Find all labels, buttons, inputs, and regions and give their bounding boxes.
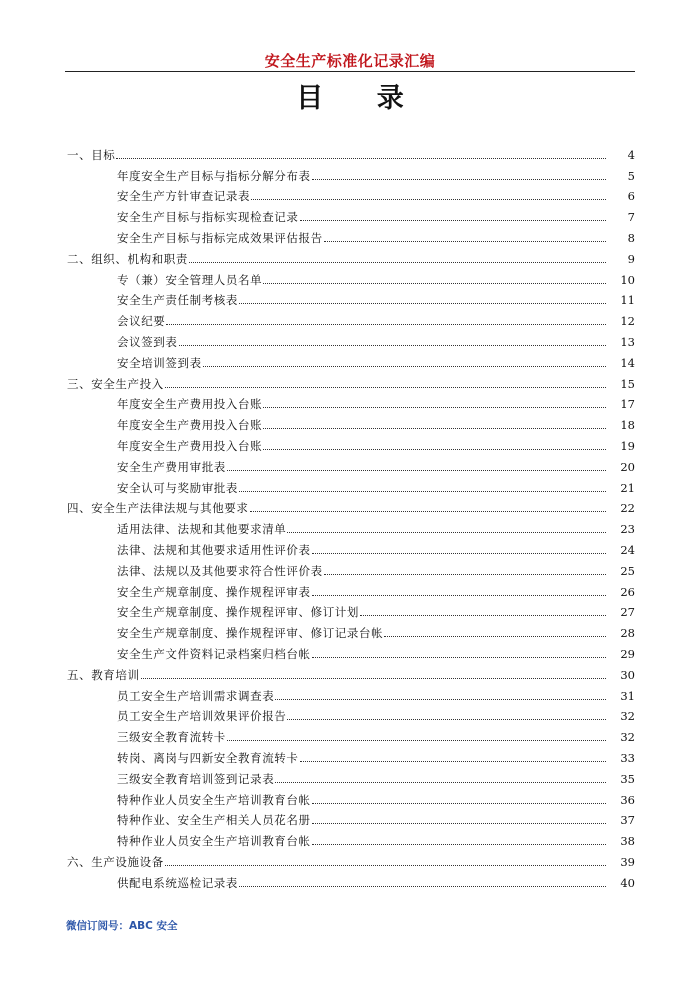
toc-entry-label: 安全生产目标与指标完成效果评估报告 [117,230,323,245]
toc-subsection-entry[interactable] [0,808,700,829]
toc-subsection-entry[interactable] [0,704,700,725]
toc-entry-page-number: 5 [627,168,635,183]
toc-entry-label: 安全生产文件资料记录档案归档台帐 [117,646,311,661]
toc-entry-label: 年度安全生产费用投入台账 [117,418,263,433]
toc-entry-label: 年度安全生产目标与指标分解分布表 [117,168,311,183]
toc-entry-page-number: 24 [620,542,635,557]
toc-dot-leader [116,158,606,159]
toc-entry-page-number: 39 [620,854,635,869]
toc-entry-label: 法律、法规以及其他要求符合性评价表 [117,563,323,578]
toc-entry-label: 供配电系统巡检记录表 [117,875,238,890]
toc-entry-page-number: 21 [620,480,635,495]
toc-subsection-entry[interactable] [0,267,700,288]
header-divider [65,71,635,72]
toc-entry-page-number: 6 [627,189,635,204]
toc-entry-label: 安全培训签到表 [117,355,202,370]
toc-entry-label: 法律、法规和其他要求适用性评价表 [117,542,311,557]
toc-entry-page-number: 11 [620,293,635,308]
toc-entry-label: 员工安全生产培训效果评价报告 [117,709,287,724]
toc-entry-page-number: 27 [620,605,635,620]
toc-entry-page-number: 38 [620,834,635,849]
toc-entry-label: 特种作业人员安全生产培训教育台帐 [117,792,311,807]
toc-dot-leader [251,199,606,200]
toc-subsection-entry[interactable] [0,204,700,225]
toc-subsection-entry[interactable] [0,329,700,350]
toc-section-entry[interactable] [0,371,700,392]
toc-dot-leader [239,886,606,887]
toc-section-entry[interactable] [0,142,700,163]
toc-dot-leader [300,220,607,221]
table-of-contents [0,142,700,891]
toc-entry-page-number: 7 [627,210,635,225]
toc-dot-leader [141,678,606,679]
toc-dot-leader [324,241,606,242]
toc-entry-label: 三级安全教育流转卡 [117,730,226,745]
toc-entry-page-number: 12 [620,314,635,329]
toc-section-entry[interactable] [0,849,700,870]
toc-entry-page-number: 4 [627,147,635,162]
toc-dot-leader [360,615,606,616]
toc-subsection-entry[interactable] [0,184,700,205]
toc-dot-leader [312,844,606,845]
toc-dot-leader [239,303,606,304]
toc-entry-label: 员工安全生产培训需求调查表 [117,688,275,703]
toc-entry-label: 年度安全生产费用投入台账 [117,397,263,412]
toc-entry-label: 特种作业人员安全生产培训教育台帐 [117,834,311,849]
toc-entry-page-number: 8 [627,230,635,245]
toc-entry-label: 六、生产设施设备 [67,854,164,869]
toc-dot-leader [239,491,606,492]
toc-entry-page-number: 28 [620,626,635,641]
toc-dot-leader [312,595,606,596]
toc-dot-leader [324,574,606,575]
toc-dot-leader [287,532,606,533]
toc-dot-leader [227,470,606,471]
header-title: 安全生产标准化记录汇编 [264,52,436,70]
toc-subsection-entry[interactable] [0,558,700,579]
toc-subsection-entry[interactable] [0,537,700,558]
toc-dot-leader [263,407,606,408]
toc-entry-label: 转岗、离岗与四新安全教育流转卡 [117,750,299,765]
toc-entry-page-number: 29 [620,646,635,661]
toc-dot-leader [275,782,606,783]
toc-entry-page-number: 17 [620,397,635,412]
toc-subsection-entry[interactable] [0,475,700,496]
toc-section-entry[interactable] [0,496,700,517]
toc-dot-leader [312,657,606,658]
toc-entry-page-number: 32 [620,709,635,724]
toc-entry-label: 适用法律、法规和其他要求清单 [117,522,287,537]
toc-dot-leader [227,740,606,741]
toc-subsection-entry[interactable] [0,516,700,537]
toc-entry-page-number: 32 [620,730,635,745]
toc-entry-page-number: 36 [620,792,635,807]
toc-entry-page-number: 40 [620,875,635,890]
toc-entry-label: 安全认可与奖励审批表 [117,480,238,495]
toc-subsection-entry[interactable] [0,600,700,621]
toc-subsection-entry[interactable] [0,641,700,662]
toc-entry-label: 安全生产责任制考核表 [117,293,238,308]
toc-dot-leader [287,719,606,720]
toc-dot-leader [275,699,606,700]
toc-entry-page-number: 35 [620,771,635,786]
toc-entry-page-number: 33 [620,750,635,765]
toc-dot-leader [312,803,606,804]
toc-subsection-entry[interactable] [0,454,700,475]
toc-dot-leader [250,511,607,512]
toc-subsection-entry[interactable] [0,350,700,371]
toc-entry-label: 安全生产方针审查记录表 [117,189,251,204]
toc-entry-page-number: 9 [627,251,635,266]
toc-entry-label: 安全生产目标与指标实现检查记录 [117,210,299,225]
toc-subsection-entry[interactable] [0,620,700,641]
toc-entry-page-number: 15 [620,376,635,391]
toc-entry-label: 三、安全生产投入 [67,376,164,391]
page-title: 目 录 [296,83,426,114]
toc-entry-page-number: 14 [620,355,635,370]
toc-subsection-entry[interactable] [0,787,700,808]
toc-dot-leader [312,823,606,824]
toc-entry-page-number: 22 [620,501,635,516]
toc-entry-label: 四、安全生产法律法规与其他要求 [67,501,249,516]
toc-subsection-entry[interactable] [0,683,700,704]
toc-entry-page-number: 37 [620,813,635,828]
toc-entry-label: 安全生产规章制度、操作规程评审、修订记录台帐 [117,626,384,641]
toc-subsection-entry[interactable] [0,828,700,849]
footer-subscription-text: 微信订阅号：ABC 安全 [66,920,178,932]
toc-subsection-entry[interactable] [0,870,700,891]
toc-entry-page-number: 25 [620,563,635,578]
toc-entry-label: 会议签到表 [117,334,178,349]
toc-entry-label: 会议纪要 [117,314,166,329]
toc-entry-label: 年度安全生产费用投入台账 [117,438,263,453]
toc-entry-label: 专（兼）安全管理人员名单 [117,272,263,287]
toc-subsection-entry[interactable] [0,288,700,309]
toc-entry-page-number: 23 [620,522,635,537]
toc-dot-leader [179,345,607,346]
toc-subsection-entry[interactable] [0,433,700,454]
toc-entry-label: 五、教育培训 [67,667,140,682]
toc-dot-leader [263,283,606,284]
toc-entry-label: 安全生产费用审批表 [117,459,226,474]
toc-dot-leader [263,428,606,429]
toc-dot-leader [312,553,606,554]
toc-subsection-entry[interactable] [0,724,700,745]
toc-dot-leader [312,179,606,180]
toc-entry-page-number: 19 [620,438,635,453]
toc-subsection-entry[interactable] [0,163,700,184]
toc-entry-label: 二、组织、机构和职责 [67,251,188,266]
toc-entry-label: 一、目标 [67,147,116,162]
toc-entry-page-number: 26 [620,584,635,599]
toc-section-entry[interactable] [0,662,700,683]
toc-subsection-entry[interactable] [0,766,700,787]
toc-entry-page-number: 18 [620,418,635,433]
toc-entry-page-number: 20 [620,459,635,474]
toc-dot-leader [165,387,606,388]
toc-entry-page-number: 13 [620,334,635,349]
toc-subsection-entry[interactable] [0,225,700,246]
toc-dot-leader [384,636,606,637]
toc-subsection-entry[interactable] [0,308,700,329]
toc-entry-label: 三级安全教育培训签到记录表 [117,771,275,786]
toc-subsection-entry[interactable] [0,412,700,433]
toc-entry-label: 特种作业、安全生产相关人员花名册 [117,813,311,828]
toc-subsection-entry[interactable] [0,745,700,766]
toc-dot-leader [166,324,606,325]
toc-dot-leader [300,761,607,762]
toc-dot-leader [263,449,606,450]
toc-dot-leader [165,865,606,866]
toc-entry-label: 安全生产规章制度、操作规程评审表 [117,584,311,599]
toc-section-entry[interactable] [0,246,700,267]
toc-dot-leader [189,262,606,263]
toc-entry-label: 安全生产规章制度、操作规程评审、修订计划 [117,605,359,620]
toc-subsection-entry[interactable] [0,392,700,413]
toc-subsection-entry[interactable] [0,579,700,600]
toc-dot-leader [203,366,606,367]
toc-entry-page-number: 30 [620,667,635,682]
toc-entry-page-number: 10 [620,272,635,287]
toc-entry-page-number: 31 [620,688,635,703]
